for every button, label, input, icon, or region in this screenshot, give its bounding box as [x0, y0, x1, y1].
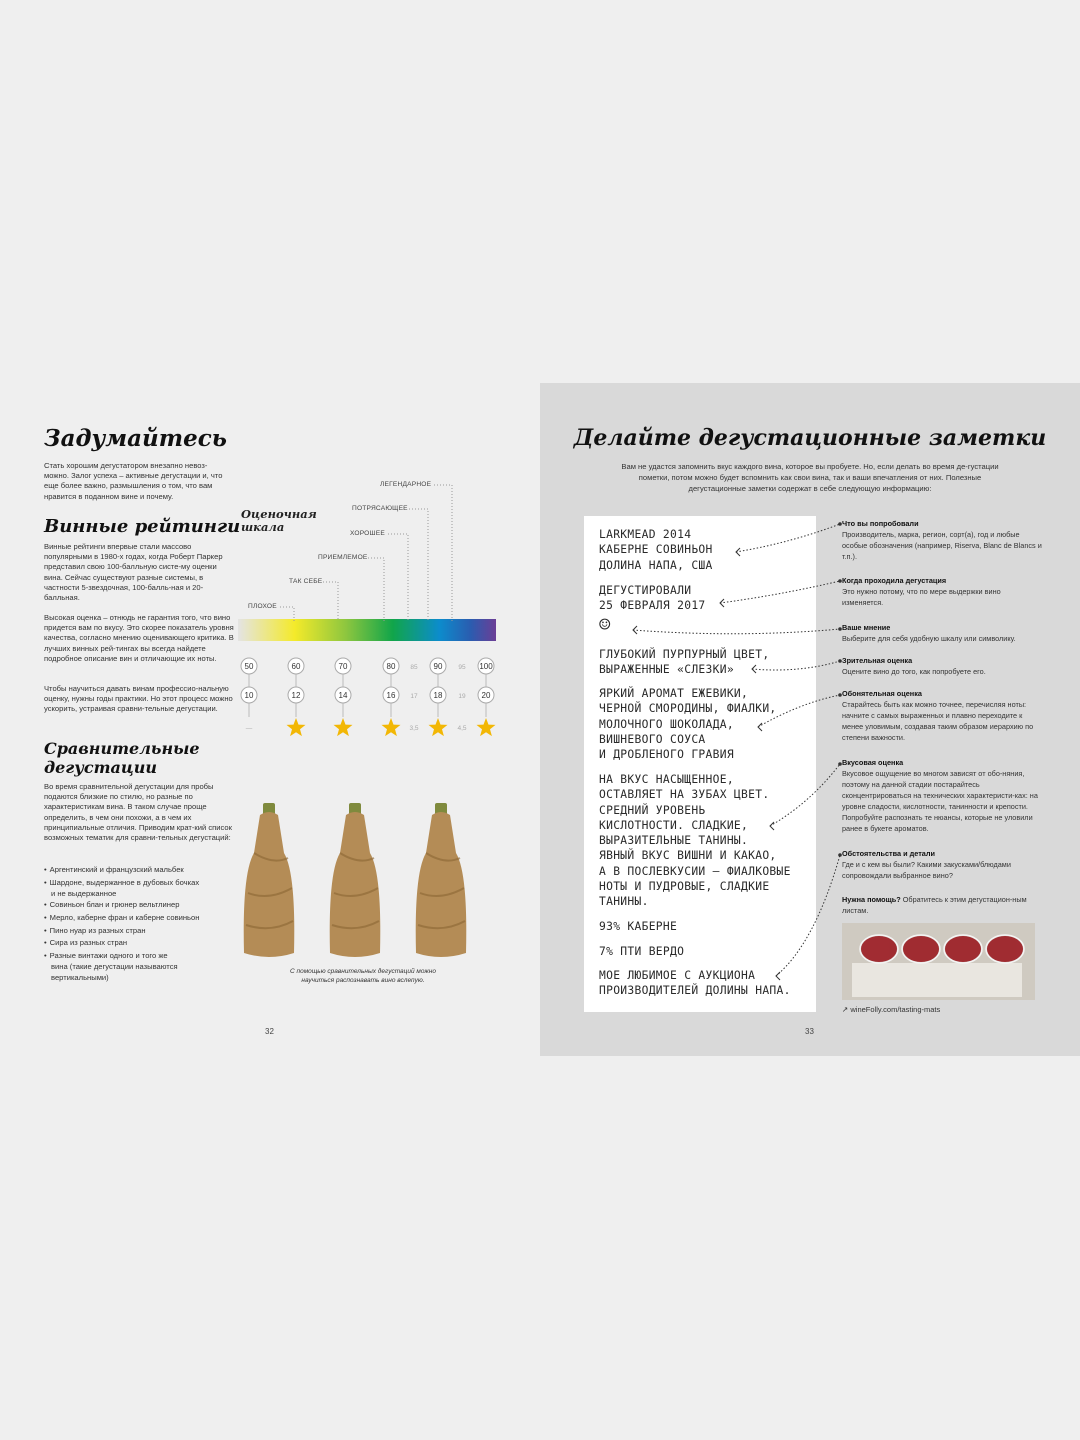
- wrapped-bottles-illustration: [238, 803, 508, 963]
- tasting-mats-link[interactable]: ↗ wineFolly.com/tasting-mats: [842, 1005, 941, 1014]
- hundred-point-label: 60: [291, 662, 301, 671]
- level-acceptable: ПРИЕМЛЕМОЕ: [318, 554, 368, 561]
- bottles-caption: С помощью сравнительных дегустаций можно научиться распознавать вино вслепую.: [290, 968, 436, 984]
- star-icon: [287, 718, 306, 736]
- hundred-point-label: 50: [244, 662, 254, 671]
- note-aroma: ЯРКИЙ АРОМАТ ЕЖЕВИКИ, ЧЕРНОЙ СМОРОДИНЫ, ФИАЛКИ, МОЛОЧНОГО ШОКОЛАДА, ВИШНЕВОГО СОУСА И ДРОБЛЕНОГО ГРАВИЯ: [599, 687, 777, 762]
- level-so-so: ТАК СЕБЕ: [289, 578, 323, 585]
- list-item: • Совиньон блан и грюнер вельтлинер: [44, 899, 234, 912]
- annotation-aroma: Обонятельная оценка Старайтесь быть как можно точнее, перечисляя ноты: начните с самых выраженных и плавно переходите к менее уловимым, создавая таким образом иерархию по степени важности.: [842, 689, 1034, 742]
- annotation-what-tasted: Что вы попробовали Производитель, марка, регион, сорт(а), год и любые особые обозначения (например, Riserva, Blanc de Blancs и т.п.).: [842, 519, 1042, 561]
- annotation-context: Обстоятельства и детали Где и с кем вы были? Какими закусками/блюдами сопровождали выбранное вино?: [842, 849, 1011, 880]
- twenty-point-label: 17: [410, 693, 418, 700]
- annotation-when: Когда проходила дегустация Это нужно потому, что по мере выдержки вино изменяется.: [842, 576, 1001, 607]
- list-item: • Аргентинский и французский мальбек: [44, 864, 234, 877]
- page-number-right: 33: [805, 1027, 814, 1036]
- note-visual: ГЛУБОКИЙ ПУРПУРНЫЙ ЦВЕТ, ВЫРАЖЕННЫЕ «СЛЕЗКИ»: [599, 648, 770, 677]
- bottle-2: [330, 803, 381, 957]
- twenty-point-label: 18: [433, 691, 443, 700]
- comparative-paragraph: Во время сравнительной дегустации для пробы подаются близкие по стилю, но разные по характеристикам вина. В таком случае проще определить, в чем они похожи, а в чем их принципиальные отличия. Приводим крат-кий список возможных тематик для сравни-тельных дегустаций:: [44, 782, 232, 843]
- level-bad: ПЛОХОЕ: [248, 603, 277, 610]
- smiley-rating-icon: ☺: [599, 614, 611, 636]
- hundred-point-label: 80: [386, 662, 396, 671]
- star-icon: [334, 718, 353, 736]
- star-icon: [477, 718, 496, 736]
- page-number-left: 32: [265, 1027, 274, 1036]
- hundred-point-label: 90: [433, 662, 443, 671]
- ratings-paragraph-3: Чтобы научиться давать винам профессио-нальную оценку, нужны годы практики. Но этот процесс можно ускорить, устраивая сравни-тельные дегустации.: [44, 684, 233, 714]
- note-date: ДЕГУСТИРОВАЛИ 25 ФЕВРАЛЯ 2017: [599, 584, 706, 613]
- annotation-visual: Зрительная оценка Оцените вино до того, как попробуете его.: [842, 656, 986, 676]
- heading-tasting-notes: Делайте дегустационные заметки: [573, 425, 1047, 451]
- left-page: [0, 383, 540, 1056]
- ratings-paragraph-1: Винные рейтинги впервые стали массово популярными в 1980-х годах, когда Роберт Паркер представил свою 100-балльную систе-му оценки вина. Сейчас существуют разные системы, в частности 5-звездочная, 100-балль-ная и 20-балльная.: [44, 542, 223, 603]
- twenty-point-label: 10: [244, 691, 254, 700]
- level-legendary: ЛЕГЕНДАРНОЕ: [380, 481, 432, 488]
- level-amazing: ПОТРЯСАЮЩЕЕ: [352, 505, 408, 512]
- bottle-1: [244, 803, 295, 957]
- note-blend-2: 7% ПТИ ВЕРДО: [599, 945, 685, 958]
- star-rating-label: 3,5: [409, 725, 419, 732]
- star-icon: [429, 718, 448, 736]
- list-item: • Сира из разных стран: [44, 937, 234, 950]
- scale-title: Оценочная шкала: [241, 507, 317, 534]
- tasting-mat-photo: [842, 923, 1035, 1000]
- annotation-opinion: Ваше мнение Выберите для себя удобную шкалу или символику.: [842, 623, 1016, 643]
- notes-intro: Вам не удастся запомнить вкус каждого вина, которое вы пробуете. Но, если делать во время де-густации пометки, потом можно будет вспомнить как свои вина, так и ваши впечатления от них. Полезные дегустационные заметки содержат в себе следующую информацию:: [621, 462, 999, 493]
- note-taste: НА ВКУС НАСЫЩЕННОЕ, ОСТАВЛЯЕТ НА ЗУБАХ ЦВЕТ. СРЕДНИЙ УРОВЕНЬ КИСЛОТНОСТИ. СЛАДКИЕ, ВЫРАЗИТЕЛЬНЫЕ ТАНИНЫ. ЯВНЫЙ ВКУС ВИШНИ И КАКАО, А В ПОСЛЕВКУСИИ – ФИАЛКОВЫЕ НОТЫ И ПУДРОВЫЕ, СЛАДКИЕ ТАНИНЫ.: [599, 773, 791, 909]
- star-icon: [382, 718, 401, 736]
- note-wine: LARKMEAD 2014 КАБЕРНЕ СОВИНЬОН ДОЛИНА НАПА, США: [599, 528, 713, 572]
- twenty-point-label: 19: [458, 693, 466, 700]
- list-item: • Мерло, каберне фран и каберне совиньон: [44, 912, 234, 925]
- twenty-point-label: 12: [291, 691, 301, 700]
- star-rating-label: 4,5: [457, 725, 467, 732]
- hundred-point-label: 95: [458, 664, 466, 671]
- hundred-point-label: 100: [479, 662, 493, 671]
- heading-comparative-tastings: Сравнительные дегустации: [44, 739, 200, 777]
- hundred-point-label: 70: [338, 662, 348, 671]
- note-blend-1: 93% КАБЕРНЕ: [599, 920, 678, 933]
- twenty-point-label: 20: [481, 691, 491, 700]
- list-item: • Разные винтажи одного и того же вина (такие дегустации называются вертикальными): [44, 950, 234, 983]
- twenty-point-label: 14: [338, 691, 348, 700]
- ratings-paragraph-2: Высокая оценка – отнюдь не гарантия того, что вино придется вам по вкусу. Это скорее показатель уровня качества, согласно мнению оценивающего критика. В лучших винных рей-тингах вы всегда найдете подробное описание вин и отличающие их ноты.: [44, 613, 234, 663]
- star-rating-label: —: [245, 725, 253, 732]
- book-spread: [0, 383, 1080, 1056]
- level-good: ХОРОШЕЕ: [350, 530, 385, 537]
- help-note: Нужна помощь? Обратитесь к этим дегустацион-ным листам.: [842, 895, 1027, 915]
- heading-wine-ratings: Винные рейтинги: [44, 516, 241, 537]
- list-item: • Пино нуар из разных стран: [44, 925, 234, 938]
- heading-think: Задумайтесь: [44, 425, 227, 452]
- intro-paragraph: Стать хорошим дегустатором внезапно невоз-можно. Залог успеха – активные дегустации и, что еще более важно, размышления о том, что вам нравится в поданном вине и почему.: [44, 461, 223, 501]
- quality-gradient-bar: [238, 619, 496, 641]
- twenty-point-label: 16: [386, 691, 396, 700]
- right-page: [540, 383, 1080, 1056]
- hundred-point-label: 85: [410, 664, 418, 671]
- list-item: • Шардоне, выдержанное в дубовых бочках и не выдержанное: [44, 877, 234, 900]
- annotation-taste: Вкусовая оценка Вкусовое ощущение во многом зависят от обо-няния, поэтому на данной стадии постарайтесь сконцентрироваться на технических характеристи-ках: на уровне сладости, кислотности, танинности и крепости. Попробуйте распознать те нюансы, которые не уловили ранее в букете ароматов.: [842, 758, 1038, 833]
- bottle-3: [416, 803, 467, 957]
- note-context: МОЕ ЛЮБИМОЕ С АУКЦИОНА ПРОИЗВОДИТЕЛЕЙ ДОЛИНЫ НАПА.: [599, 969, 791, 998]
